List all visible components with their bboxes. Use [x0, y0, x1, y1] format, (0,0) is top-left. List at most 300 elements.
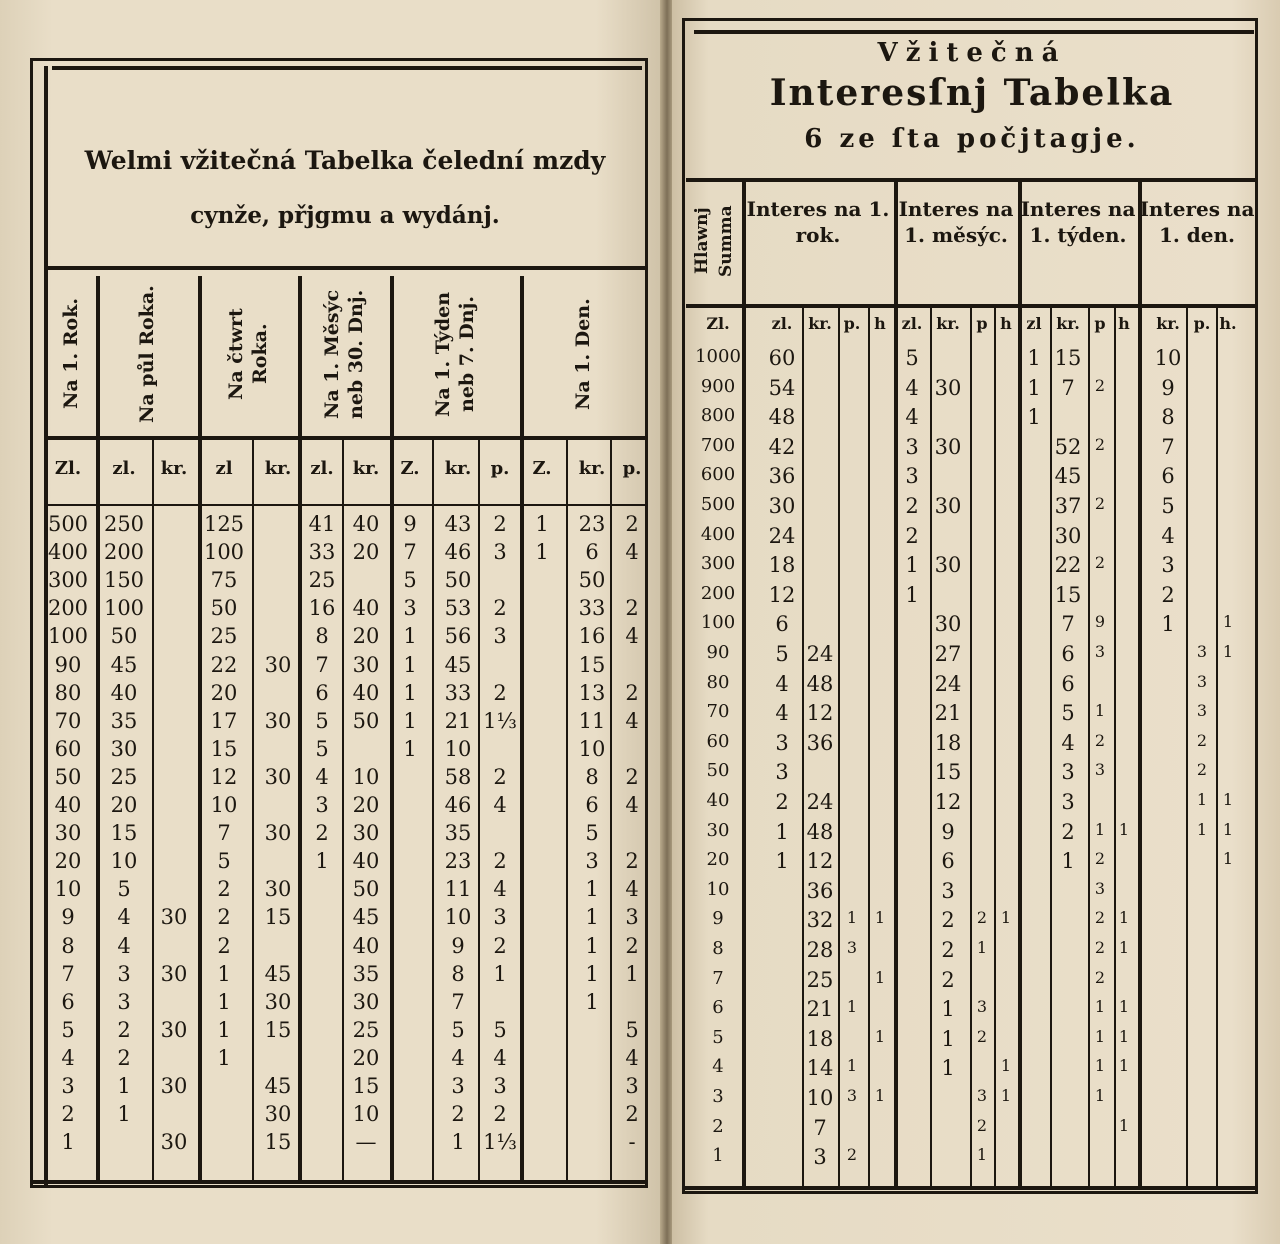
- left-cell: 60: [54, 736, 82, 761]
- right-cell: 2: [1094, 908, 1106, 928]
- right-cell: 21: [934, 701, 962, 726]
- right-cell: 1: [1027, 375, 1041, 400]
- right-unit-9: zl: [1026, 314, 1042, 333]
- left-cell: 56: [444, 624, 472, 649]
- right-cell: 28: [806, 938, 834, 962]
- left-cell: 2: [117, 1045, 131, 1070]
- right-cell: 5: [905, 346, 919, 370]
- right-cell: 3: [976, 1086, 988, 1105]
- left-cell: 9: [61, 905, 75, 930]
- left-cell: 23: [444, 849, 472, 874]
- right-cell: 7: [1061, 612, 1075, 637]
- left-cell: 1: [117, 1102, 131, 1127]
- right-cell: 1: [846, 1056, 858, 1076]
- left-cell: 8: [315, 624, 329, 649]
- right-header-rule: [686, 178, 1256, 182]
- left-cell: 10: [210, 793, 238, 817]
- left-cell: 30: [160, 1017, 188, 1042]
- left-cell: 20: [352, 540, 380, 565]
- right-cell: 3: [775, 760, 789, 785]
- right-cell: 7: [1061, 375, 1075, 400]
- right-cell: 54: [768, 375, 796, 400]
- right-top-rule: [694, 30, 1254, 34]
- left-cell: 1: [625, 961, 639, 986]
- right-cell: 6: [775, 612, 789, 637]
- right-cell: 1: [874, 967, 886, 987]
- right-cell: 20: [706, 849, 730, 871]
- left-cell: 1: [117, 1074, 131, 1098]
- right-cell: 1: [874, 908, 886, 928]
- right-cell: 2: [775, 790, 789, 814]
- left-cell: 3: [493, 540, 507, 565]
- left-cell: 1: [585, 877, 599, 902]
- left-cell: 2: [217, 905, 231, 930]
- left-cell: 10: [54, 877, 82, 902]
- left-cell: 2: [625, 596, 639, 621]
- right-cell: 1: [1222, 642, 1234, 661]
- left-cell: 16: [308, 596, 336, 621]
- right-cell: 30: [934, 612, 962, 637]
- left-top-rule: [52, 66, 642, 70]
- left-cell: 2: [217, 877, 231, 902]
- right-cell: 2: [1094, 375, 1106, 395]
- right-cell: 3: [1061, 790, 1075, 814]
- right-cell: 2: [976, 1115, 988, 1135]
- left-cell: 1: [61, 1130, 75, 1155]
- right-cell: 2: [1094, 553, 1106, 573]
- right-cell: 30: [768, 494, 796, 518]
- right-unit-11: p: [1094, 314, 1106, 333]
- left-cell: 4: [625, 624, 639, 649]
- left-cell: 25: [308, 568, 336, 593]
- right-cell: 3: [1094, 878, 1106, 898]
- right-cell: 15: [1054, 346, 1082, 370]
- left-cell: 50: [210, 596, 238, 621]
- right-cell: 25: [806, 967, 834, 992]
- left-cell: 30: [352, 989, 380, 1014]
- left-cell: 1⅓: [483, 1130, 517, 1155]
- left-cell: 2: [625, 1102, 639, 1127]
- right-cell: 500: [700, 494, 736, 515]
- right-cell: 1: [775, 819, 789, 844]
- left-cell: 5: [625, 1017, 639, 1042]
- left-header-5: Na 1. Den.: [572, 298, 594, 410]
- right-cell: 5: [1161, 494, 1175, 518]
- left-cell: 50: [352, 708, 380, 733]
- right-cell: 1: [874, 1026, 886, 1046]
- right-cell: 2: [1196, 760, 1208, 780]
- left-cell: 33: [444, 680, 472, 705]
- left-cell: 100: [47, 624, 89, 649]
- left-unit-1: zl.: [112, 458, 136, 479]
- left-cell: 30: [160, 1074, 188, 1098]
- right-page: [672, 0, 1280, 1244]
- left-cell: 8: [61, 933, 75, 958]
- right-cell: 3: [1196, 642, 1208, 661]
- left-cell: 13: [578, 680, 606, 705]
- left-cell: 17: [210, 708, 238, 733]
- left-cell: 20: [110, 793, 138, 817]
- right-cell: 1: [1118, 1115, 1130, 1135]
- right-cell: 3: [1196, 671, 1208, 691]
- right-cell: 7: [712, 967, 724, 989]
- right-cell: 50: [706, 760, 730, 782]
- right-title-line2: Interesſnj Tabelka: [769, 72, 1175, 114]
- left-cell: -: [628, 1130, 636, 1155]
- left-cell: 15: [264, 1130, 292, 1155]
- right-cell: 18: [768, 553, 796, 578]
- left-cell: 3: [315, 793, 329, 817]
- left-cell: 40: [352, 933, 380, 958]
- left-cell: 10: [444, 736, 472, 761]
- right-cell: 4: [1161, 523, 1175, 548]
- left-cell: 30: [352, 652, 380, 677]
- left-unit-11: kr.: [578, 458, 606, 479]
- left-cell: 1: [403, 708, 417, 733]
- left-header-2: Na čtwrt Roka.: [225, 308, 271, 400]
- right-cell: 12: [806, 701, 834, 726]
- right-cell: 3: [1196, 701, 1208, 721]
- left-header-bottom-rule: [46, 436, 646, 440]
- left-cell: 5: [61, 1017, 75, 1042]
- right-unit-1: zl.: [771, 314, 793, 333]
- right-cell: 24: [806, 790, 834, 814]
- right-cell: 1: [1196, 819, 1208, 839]
- right-cell: 45: [1054, 464, 1082, 489]
- right-title-line3: 6 ze ſta počjtagje.: [804, 124, 1140, 154]
- left-cell: 30: [264, 1102, 292, 1127]
- left-cell: 4: [493, 793, 507, 817]
- right-cell: 10: [1154, 346, 1182, 370]
- right-cell: 4: [775, 701, 789, 726]
- right-cell: 36: [768, 464, 796, 489]
- right-bottom-rule: [682, 1186, 1258, 1190]
- right-cell: 6: [712, 997, 724, 1019]
- right-cell: 200: [700, 582, 736, 604]
- left-cell: 8: [451, 961, 465, 986]
- right-cell: 30: [934, 553, 962, 578]
- left-cell: 30: [264, 821, 292, 846]
- left-cell: 35: [444, 821, 472, 846]
- left-cell: 2: [493, 933, 507, 958]
- left-cell: 7: [61, 961, 75, 986]
- left-cell: 58: [444, 764, 472, 789]
- right-cell: 30: [934, 494, 962, 518]
- left-cell: 21: [444, 708, 472, 733]
- left-cell: —: [355, 1130, 377, 1155]
- right-cell: 8: [1161, 405, 1175, 430]
- right-cell: 3: [1161, 553, 1175, 578]
- left-cell: 2: [625, 680, 639, 705]
- left-cell: 5: [403, 568, 417, 593]
- right-cell: 9: [1161, 375, 1175, 400]
- left-cell: 2: [493, 1102, 507, 1127]
- left-cell: 3: [493, 905, 507, 930]
- left-cell: 1: [315, 849, 329, 874]
- right-unit-0: Zl.: [706, 314, 730, 333]
- right-cell: 30: [1054, 523, 1082, 548]
- left-cell: 125: [203, 512, 245, 536]
- left-cell: 45: [444, 652, 472, 677]
- right-cell: 2: [976, 908, 988, 928]
- left-cell: 2: [493, 596, 507, 621]
- right-cell: 800: [700, 405, 736, 427]
- left-cell: 40: [110, 680, 138, 705]
- right-cell: 1: [1118, 819, 1130, 839]
- left-cell: 50: [110, 624, 138, 649]
- right-cell: 30: [934, 434, 962, 459]
- right-cell: 1: [1061, 849, 1075, 874]
- left-cell: 40: [352, 680, 380, 705]
- right-cell: 2: [1094, 494, 1106, 513]
- left-cell: 35: [110, 708, 138, 733]
- right-header-3: Interes na 1. týden.: [1020, 197, 1136, 247]
- left-cell: 3: [625, 1074, 639, 1098]
- left-cell: 40: [352, 849, 380, 874]
- left-cell: 90: [54, 652, 82, 677]
- right-cell: 21: [806, 997, 834, 1022]
- right-cell: 3: [1061, 760, 1075, 785]
- right-unit-14: p.: [1193, 314, 1211, 333]
- right-cell: 600: [700, 464, 736, 486]
- left-cell: 4: [493, 877, 507, 902]
- right-cell: 4: [775, 671, 789, 696]
- left-title-line2: cynže, přjgmu a wydánj.: [190, 202, 500, 229]
- left-cell: 1: [403, 736, 417, 761]
- left-cell: 1: [403, 680, 417, 705]
- left-cell: 15: [264, 1017, 292, 1042]
- left-cell: 23: [578, 512, 606, 536]
- left-cell: 15: [210, 736, 238, 761]
- left-cell: 70: [54, 708, 82, 733]
- left-cell: 30: [160, 905, 188, 930]
- left-header-0: Na 1. Rok.: [60, 298, 82, 410]
- right-cell: 1: [1027, 346, 1041, 370]
- right-cell: 1: [1094, 819, 1106, 839]
- right-cell: 7: [1161, 434, 1175, 459]
- right-cell: 30: [706, 819, 730, 841]
- left-cell: 15: [578, 652, 606, 677]
- left-cell: 2: [117, 1017, 131, 1042]
- right-cell: 4: [905, 405, 919, 430]
- left-cell: 25: [210, 624, 238, 649]
- right-cell: 5: [712, 1026, 724, 1048]
- left-cell: 20: [352, 624, 380, 649]
- left-cell: 3: [493, 1074, 507, 1098]
- left-cell: 25: [352, 1017, 380, 1042]
- right-cell: 3: [905, 434, 919, 459]
- left-cell: 1: [451, 1130, 465, 1155]
- left-cell: 12: [210, 764, 238, 789]
- right-cell: 70: [706, 701, 730, 723]
- right-header-0: Hlawnj Summa: [692, 205, 736, 277]
- right-cell: 700: [700, 434, 736, 456]
- right-cell: 400: [700, 523, 736, 545]
- right-cell: 4: [905, 375, 919, 400]
- left-cell: 1: [585, 905, 599, 930]
- right-cell: 1: [712, 1145, 724, 1167]
- left-cell: 4: [315, 764, 329, 789]
- left-cell: 30: [54, 821, 82, 846]
- right-cell: 22: [1054, 553, 1082, 578]
- left-unit-4: kr.: [264, 458, 292, 479]
- right-unit-13: kr.: [1156, 314, 1180, 333]
- left-cell: 7: [315, 652, 329, 677]
- right-cell: 42: [768, 434, 796, 459]
- left-cell: 300: [47, 568, 89, 593]
- left-cell: 5: [585, 821, 599, 846]
- left-header-1: Na půl Roka.: [136, 285, 158, 423]
- right-cell: 40: [706, 790, 730, 811]
- left-cell: 9: [403, 512, 417, 536]
- right-cell: 1: [1222, 849, 1234, 869]
- right-cell: 48: [768, 405, 796, 430]
- right-cell: 1: [1027, 405, 1041, 430]
- left-cell: 1: [217, 989, 231, 1014]
- left-col-divider: [152, 436, 154, 1180]
- right-cell: 1: [905, 553, 919, 578]
- right-cell: 9: [1094, 612, 1106, 632]
- right-cell: 1: [941, 1056, 955, 1081]
- left-cell: 15: [110, 821, 138, 846]
- left-cell: 100: [103, 596, 145, 621]
- left-cell: 1: [403, 652, 417, 677]
- right-cell: 12: [768, 582, 796, 607]
- left-cell: 20: [210, 680, 238, 705]
- right-cell: 10: [806, 1086, 834, 1110]
- left-cell: 7: [451, 989, 465, 1014]
- left-cell: 20: [54, 849, 82, 874]
- left-cell: 3: [625, 905, 639, 930]
- right-cell: 1: [1222, 790, 1234, 809]
- right-cell: 1: [1000, 1086, 1012, 1105]
- left-cell: 4: [625, 793, 639, 817]
- right-cell: 2: [1161, 582, 1175, 607]
- left-cell: 4: [451, 1045, 465, 1070]
- right-cell: 2: [941, 908, 955, 933]
- left-cell: 30: [160, 961, 188, 986]
- left-cell: 4: [61, 1045, 75, 1070]
- left-cell: 30: [264, 764, 292, 789]
- left-unit-rule: [46, 504, 646, 506]
- left-cell: 30: [264, 708, 292, 733]
- left-cell: 5: [217, 849, 231, 874]
- right-cell: 2: [941, 938, 955, 962]
- left-cell: 45: [264, 1074, 292, 1098]
- right-col-divider: [838, 304, 840, 1186]
- right-cell: 1000: [695, 346, 741, 367]
- right-cell: 1: [846, 908, 858, 928]
- right-title-line1: Vžitečná: [877, 38, 1067, 68]
- left-header-3: Na 1. Měsýc neb 30. Dnj.: [321, 289, 367, 419]
- left-cell: 46: [444, 793, 472, 817]
- left-cell: 1: [403, 624, 417, 649]
- left-cell: 3: [585, 849, 599, 874]
- right-unit-7: p: [976, 314, 988, 333]
- left-cell: 150: [103, 568, 145, 593]
- left-cell: 2: [493, 680, 507, 705]
- left-cell: 8: [585, 764, 599, 789]
- left-cell: 2: [625, 764, 639, 789]
- left-cell: 30: [264, 989, 292, 1014]
- right-cell: 60: [706, 730, 730, 752]
- left-cell: 40: [352, 596, 380, 621]
- left-cell: 100: [203, 540, 245, 565]
- right-cell: 1: [976, 938, 988, 957]
- left-cell: 5: [315, 708, 329, 733]
- left-cell: 1: [535, 512, 549, 536]
- left-cell: 30: [110, 736, 138, 761]
- left-cell: 3: [117, 989, 131, 1014]
- right-cell: 300: [700, 553, 736, 575]
- left-cell: 40: [54, 793, 82, 817]
- right-unit-12: h: [1118, 314, 1130, 333]
- left-cell: 1: [535, 540, 549, 565]
- right-cell: 3: [846, 938, 858, 957]
- right-cell: 4: [712, 1056, 724, 1078]
- left-cell: 9: [451, 933, 465, 958]
- left-cell: 16: [578, 624, 606, 649]
- left-cell: 2: [61, 1102, 75, 1127]
- right-cell: 1: [1118, 908, 1130, 928]
- left-cell: 40: [352, 512, 380, 536]
- right-col-divider: [868, 304, 870, 1186]
- left-cell: 500: [47, 512, 89, 536]
- right-cell: 900: [700, 375, 736, 397]
- left-cell: 4: [625, 708, 639, 733]
- left-cell: 75: [210, 568, 238, 593]
- right-cell: 3: [905, 464, 919, 489]
- left-cell: 4: [625, 877, 639, 902]
- left-col-divider: [252, 436, 254, 1180]
- left-unit-0: Zl.: [54, 458, 82, 479]
- left-cell: 2: [315, 821, 329, 846]
- right-cell: 10: [706, 878, 730, 900]
- left-cell: 15: [352, 1074, 380, 1098]
- right-cell: 2: [1061, 819, 1075, 844]
- left-cell: 43: [444, 512, 472, 536]
- right-cell: 3: [976, 997, 988, 1017]
- right-cell: 12: [806, 849, 834, 874]
- right-cell: 8: [712, 938, 724, 959]
- right-cell: 18: [934, 730, 962, 755]
- right-unit-8: h: [1000, 314, 1012, 333]
- left-cell: 3: [61, 1074, 75, 1098]
- right-unit-5: zl.: [901, 314, 923, 333]
- left-header-rule: [46, 266, 646, 270]
- left-cell: 2: [625, 933, 639, 958]
- right-cell: 12: [934, 790, 962, 814]
- left-cell: 35: [352, 961, 380, 986]
- left-unit-6: kr.: [352, 458, 380, 479]
- left-cell: 2: [217, 933, 231, 958]
- right-cell: 6: [1061, 642, 1075, 666]
- right-cell: 52: [1054, 434, 1082, 459]
- right-unit-4: h: [874, 314, 886, 333]
- left-cell: 1: [585, 933, 599, 958]
- right-cell: 1: [1118, 1056, 1130, 1076]
- left-cell: 33: [578, 596, 606, 621]
- right-unit-10: kr.: [1056, 314, 1080, 333]
- left-bottom-rule: [30, 1180, 648, 1184]
- left-cell: 30: [160, 1130, 188, 1155]
- left-cell: 1: [217, 961, 231, 986]
- right-cell: 4: [1061, 730, 1075, 755]
- left-cell: 46: [444, 540, 472, 565]
- left-unit-7: Z.: [400, 458, 420, 479]
- left-cell: 50: [578, 568, 606, 593]
- right-cell: 1: [1094, 1026, 1106, 1046]
